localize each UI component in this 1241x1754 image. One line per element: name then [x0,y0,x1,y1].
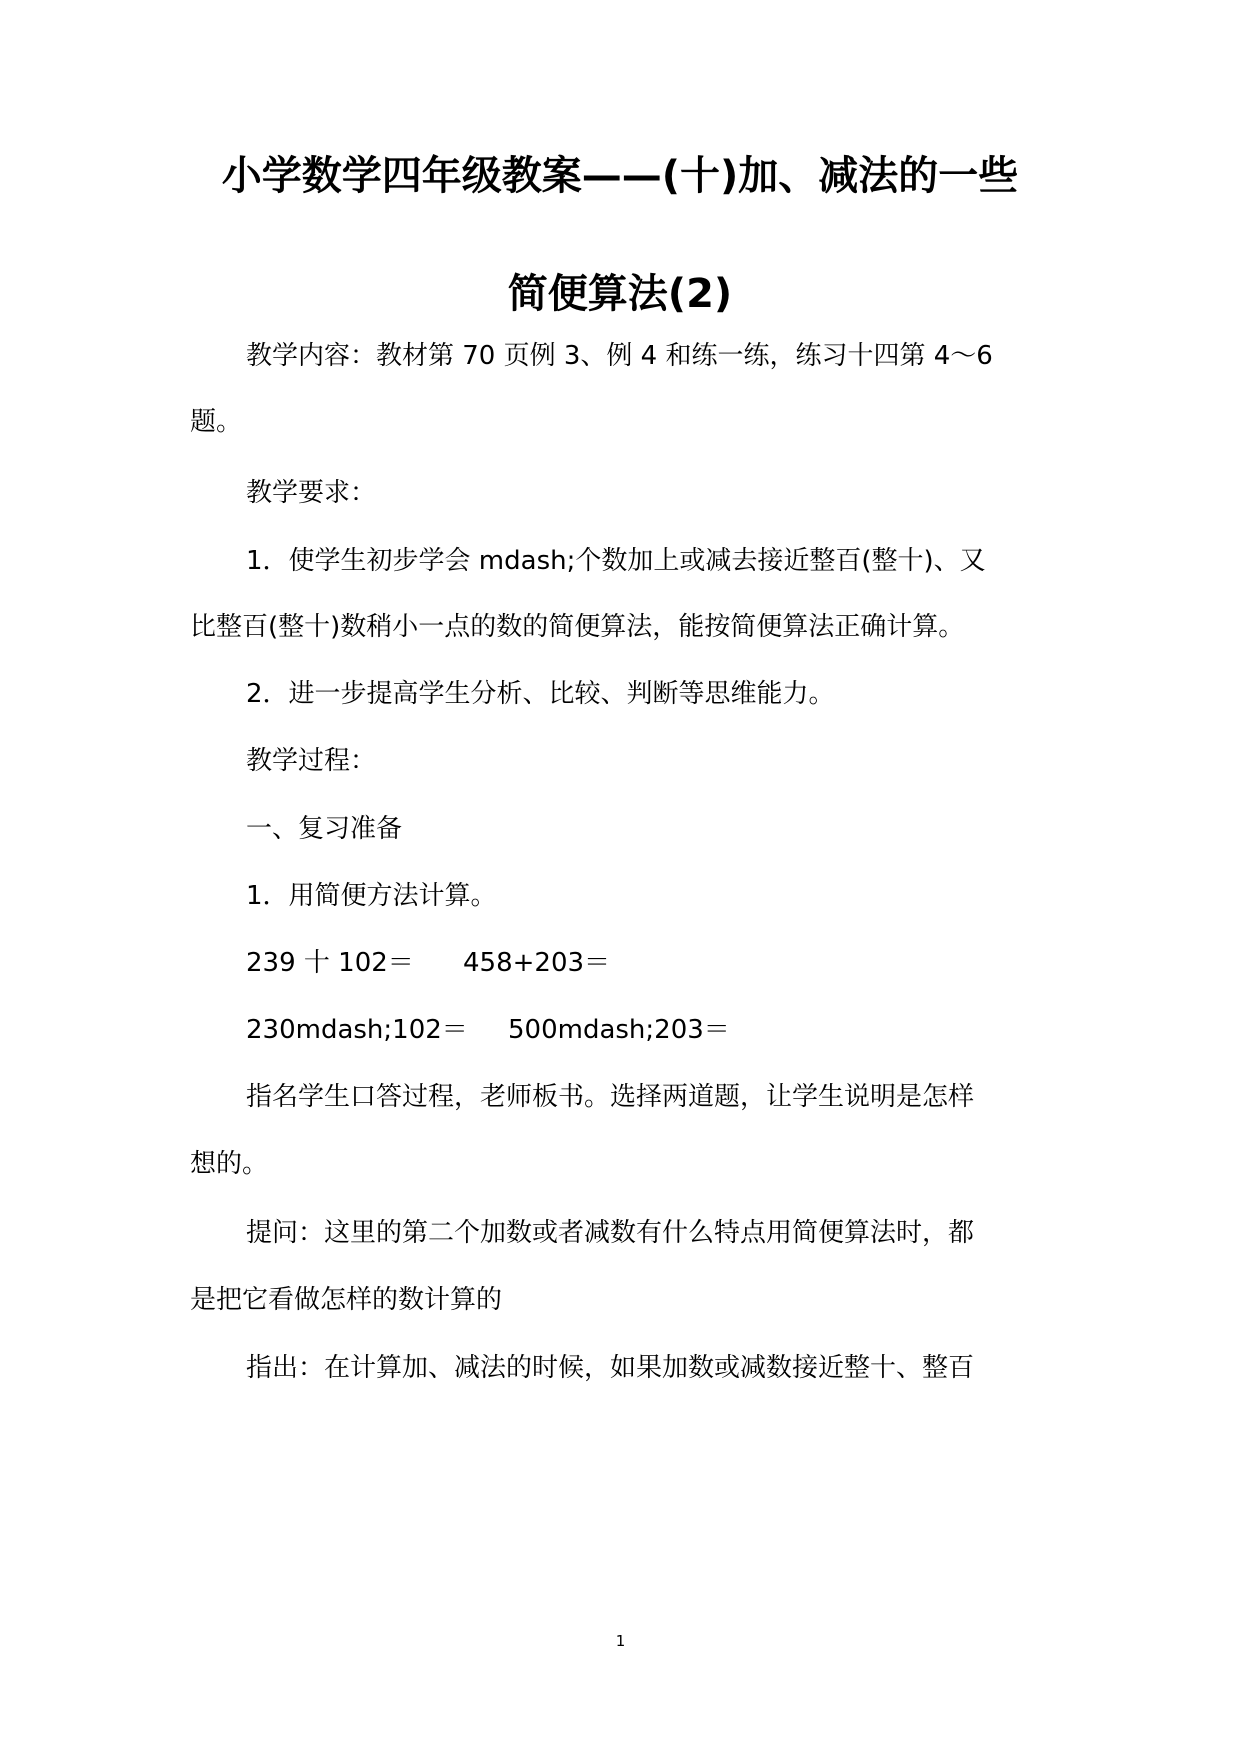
question-paragraph-line-2: 是把它看做怎样的数计算的 [190,1285,503,1315]
instruction-paragraph-line-2: 想的。 [190,1149,269,1179]
requirement-1-line-1: 1．使学生初步学会 mdash;个数加上或减去接近整百(整十)、又 [246,546,986,576]
teaching-content-line-1: 教学内容：教材第 70 页例 3、例 4 和练一练，练习十四第 4～6 [246,341,993,371]
requirement-2: 2．进一步提高学生分析、比较、判断等思维能力。 [246,679,835,709]
question-paragraph-line-1: 提问：这里的第二个加数或者减数有什么特点用简便算法时，都 [246,1218,975,1248]
section-review-heading: 一、复习准备 [246,814,403,844]
requirement-1-line-2: 比整百(整十)数稍小一点的数的简便算法，能按简便算法正确计算。 [190,612,965,642]
equation-row2-left: 230mdash;102＝ [246,1015,468,1045]
teaching-process-heading: 教学过程： [246,746,377,776]
document-title-line-1: 小学数学四年级教案——(十)加、减法的一些 [221,153,1019,199]
page-number: 1 [615,1632,626,1650]
equation-row2-right: 500mdash;203＝ [508,1015,730,1045]
equation-row1-right: 458+203＝ [463,948,611,978]
review-item-1: 1．用简便方法计算。 [246,881,497,911]
instruction-paragraph-line-1: 指名学生口答过程，老师板书。选择两道题，让学生说明是怎样 [246,1082,975,1112]
teaching-requirements-heading: 教学要求： [246,478,377,508]
equation-row1-left: 239 十 102＝ [246,948,414,978]
teaching-content-line-2: 题。 [190,407,243,437]
point-out-paragraph-line-1: 指出：在计算加、减法的时候，如果加数或减数接近整十、整百 [246,1353,975,1383]
document-title-line-2: 简便算法(2) [507,271,733,317]
